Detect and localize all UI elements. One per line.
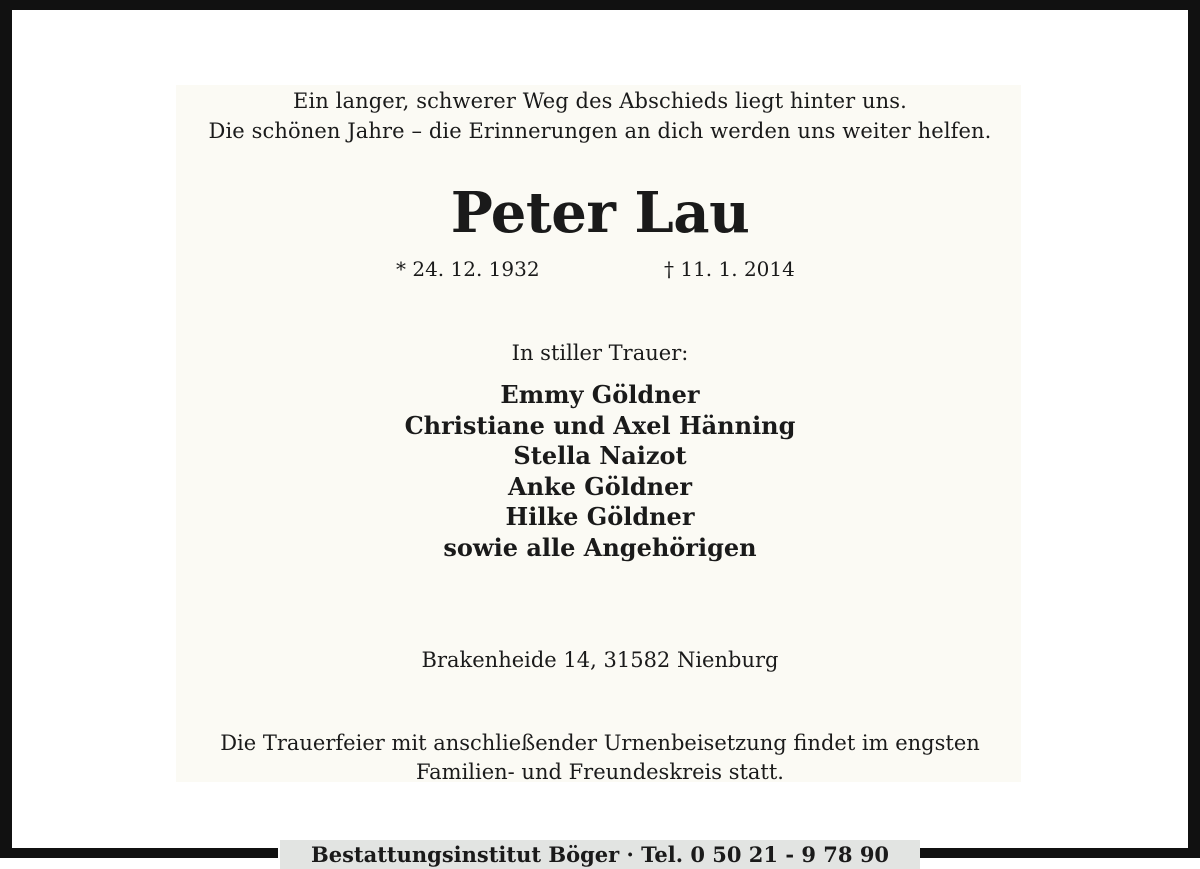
notice-line-2: Familien- und Freundeskreis statt. <box>415 760 784 784</box>
mourner-name: sowie alle Angehörigen <box>443 532 757 562</box>
address: Brakenheide 14, 31582 Nienburg <box>421 648 779 672</box>
verse-line-2: Die schönen Jahre – die Erinnerungen an dich werden uns weiter helfen. <box>208 119 992 143</box>
mourner-name: Hilke Göldner <box>505 502 695 531</box>
frame-border-top <box>0 0 1200 10</box>
mourner-name: Stella Naizot <box>513 441 687 470</box>
mourner-name: Christiane und Axel Hänning <box>404 410 796 440</box>
deceased-name: Peter Lau <box>450 180 750 246</box>
notice-line-1: Die Trauerfeier mit anschließender Urnenbeisetzung findet im engsten <box>220 731 980 755</box>
life-dates <box>0 254 1200 284</box>
mourning-intro: In stiller Trauer: <box>511 341 689 365</box>
birth-date: * 24. 12. 1932 <box>396 257 540 281</box>
funeral-home-footer: Bestattungsinstitut Böger · Tel. 0 50 21 - 9 78 90 <box>280 840 920 869</box>
mourner-name: Emmy Göldner <box>500 380 700 409</box>
mourners-list <box>0 380 1200 563</box>
mourner-name: Anke Göldner <box>507 471 693 501</box>
verse-line-1: Ein langer, schwerer Weg des Abschieds liegt hinter uns. <box>293 89 907 113</box>
death-date: † 11. 1. 2014 <box>664 257 795 281</box>
